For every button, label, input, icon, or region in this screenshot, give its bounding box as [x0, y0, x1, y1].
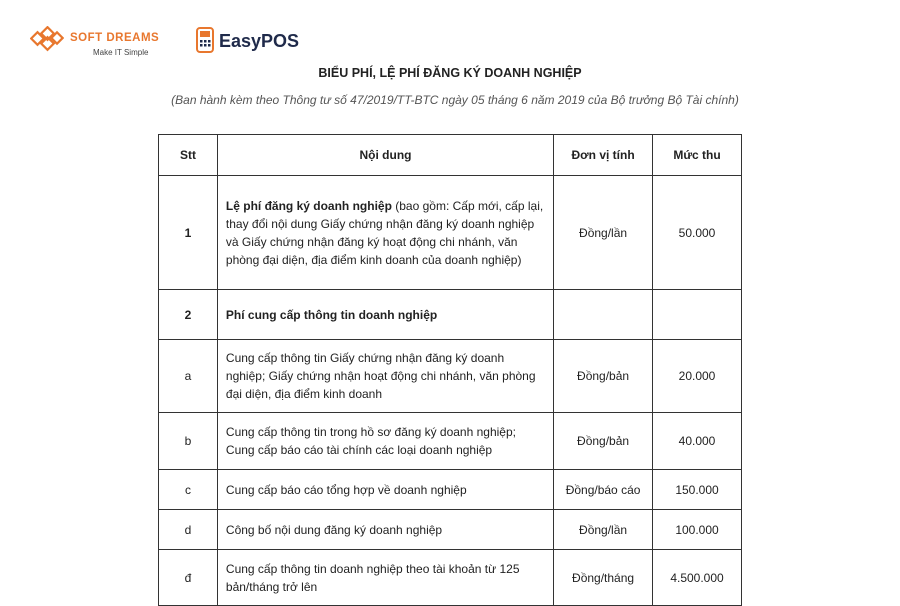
fee-table	[158, 134, 742, 606]
row-content-text: Cung cấp báo cáo tổng hợp về doanh nghiệp	[225, 482, 467, 497]
row-fee: 50.000	[653, 176, 742, 290]
pos-terminal-icon	[195, 26, 215, 54]
row-stt: đ	[159, 550, 218, 606]
table-row	[159, 550, 742, 606]
row-content-text: Cung cấp thông tin doanh nghiệp theo tài khoản từ 125 bản/tháng trở lên	[225, 561, 520, 594]
row-stt: c	[159, 470, 218, 510]
row-fee: 100.000	[653, 510, 742, 550]
row-content-text: Cung cấp thông tin trong hồ sơ đăng ký doanh nghiệp; Cung cấp báo cáo tài chính các loại doanh nghiệp	[225, 425, 516, 457]
row-stt: 2	[159, 290, 218, 340]
header-don-vi: Đơn vị tính	[554, 135, 653, 176]
row-content-bold: Phí cung cấp thông tin doanh nghiệp	[225, 307, 438, 322]
row-content-bold: Lệ phí đăng ký doanh nghiệp	[225, 198, 392, 213]
header-noi-dung: Nội dung	[217, 135, 553, 176]
row-content	[217, 413, 553, 470]
row-content-text: Công bố nội dung đăng ký doanh nghiệp	[225, 522, 443, 537]
softdreams-tagline: Make IT Simple	[93, 48, 149, 57]
table-row	[159, 176, 742, 290]
document-title: BIỂU PHÍ, LỆ PHÍ ĐĂNG KÝ DOANH NGHIỆP	[318, 66, 582, 80]
row-stt: b	[159, 413, 218, 470]
row-content	[217, 176, 553, 290]
row-fee	[653, 290, 742, 340]
easypos-name: EasyPOS	[219, 31, 300, 51]
table-row	[159, 510, 742, 550]
header-stt: Stt	[159, 135, 218, 176]
row-unit: Đồng/lần	[554, 510, 653, 550]
row-content-text: Cung cấp thông tin Giấy chứng nhận đăng ký doanh nghiệp; Giấy chứng nhận hoạt động chi nhánh, văn phòng đại diện, địa điểm kinh doanh	[225, 351, 536, 401]
row-unit: Đồng/báo cáo	[554, 470, 653, 510]
row-content-text: (bao gồm: Cấp mới, cấp lại, thay đổi nội dung Giấy chứng nhận đăng ký doanh nghiệp và Giấy chứng nhận đăng ký hoạt động chi nhánh, văn phòng đại diện, địa điểm kinh doanh của doanh nghiệp)	[225, 198, 544, 267]
row-unit: Đồng/tháng	[554, 550, 653, 606]
header-muc-thu: Mức thu	[653, 135, 742, 176]
row-content	[217, 550, 553, 606]
row-unit: Đồng/bản	[554, 340, 653, 413]
row-fee: 150.000	[653, 470, 742, 510]
row-unit: Đồng/bản	[554, 413, 653, 470]
row-content	[217, 340, 553, 413]
table-row	[159, 340, 742, 413]
table-row	[159, 290, 742, 340]
softdreams-logo-icon	[30, 26, 64, 54]
row-fee: 20.000	[653, 340, 742, 413]
row-stt: 1	[159, 176, 218, 290]
table-header-row	[159, 135, 742, 176]
table-row	[159, 413, 742, 470]
document-subtitle: (Ban hành kèm theo Thông tư số 47/2019/TT-BTC ngày 05 tháng 6 năm 2019 của Bộ trưởng Bộ Tài chính)	[171, 93, 739, 107]
row-content	[217, 510, 553, 550]
row-fee: 4.500.000	[653, 550, 742, 606]
softdreams-name: SOFT DREAMS	[70, 32, 160, 44]
row-fee: 40.000	[653, 413, 742, 470]
row-content	[217, 470, 553, 510]
row-unit	[554, 290, 653, 340]
table-row	[159, 470, 742, 510]
row-stt: d	[159, 510, 218, 550]
easypos-logo	[195, 24, 315, 58]
row-unit: Đồng/lần	[554, 176, 653, 290]
header-logos	[30, 22, 350, 62]
row-stt: a	[159, 340, 218, 413]
softdreams-logo	[30, 26, 180, 60]
row-content	[217, 290, 553, 340]
